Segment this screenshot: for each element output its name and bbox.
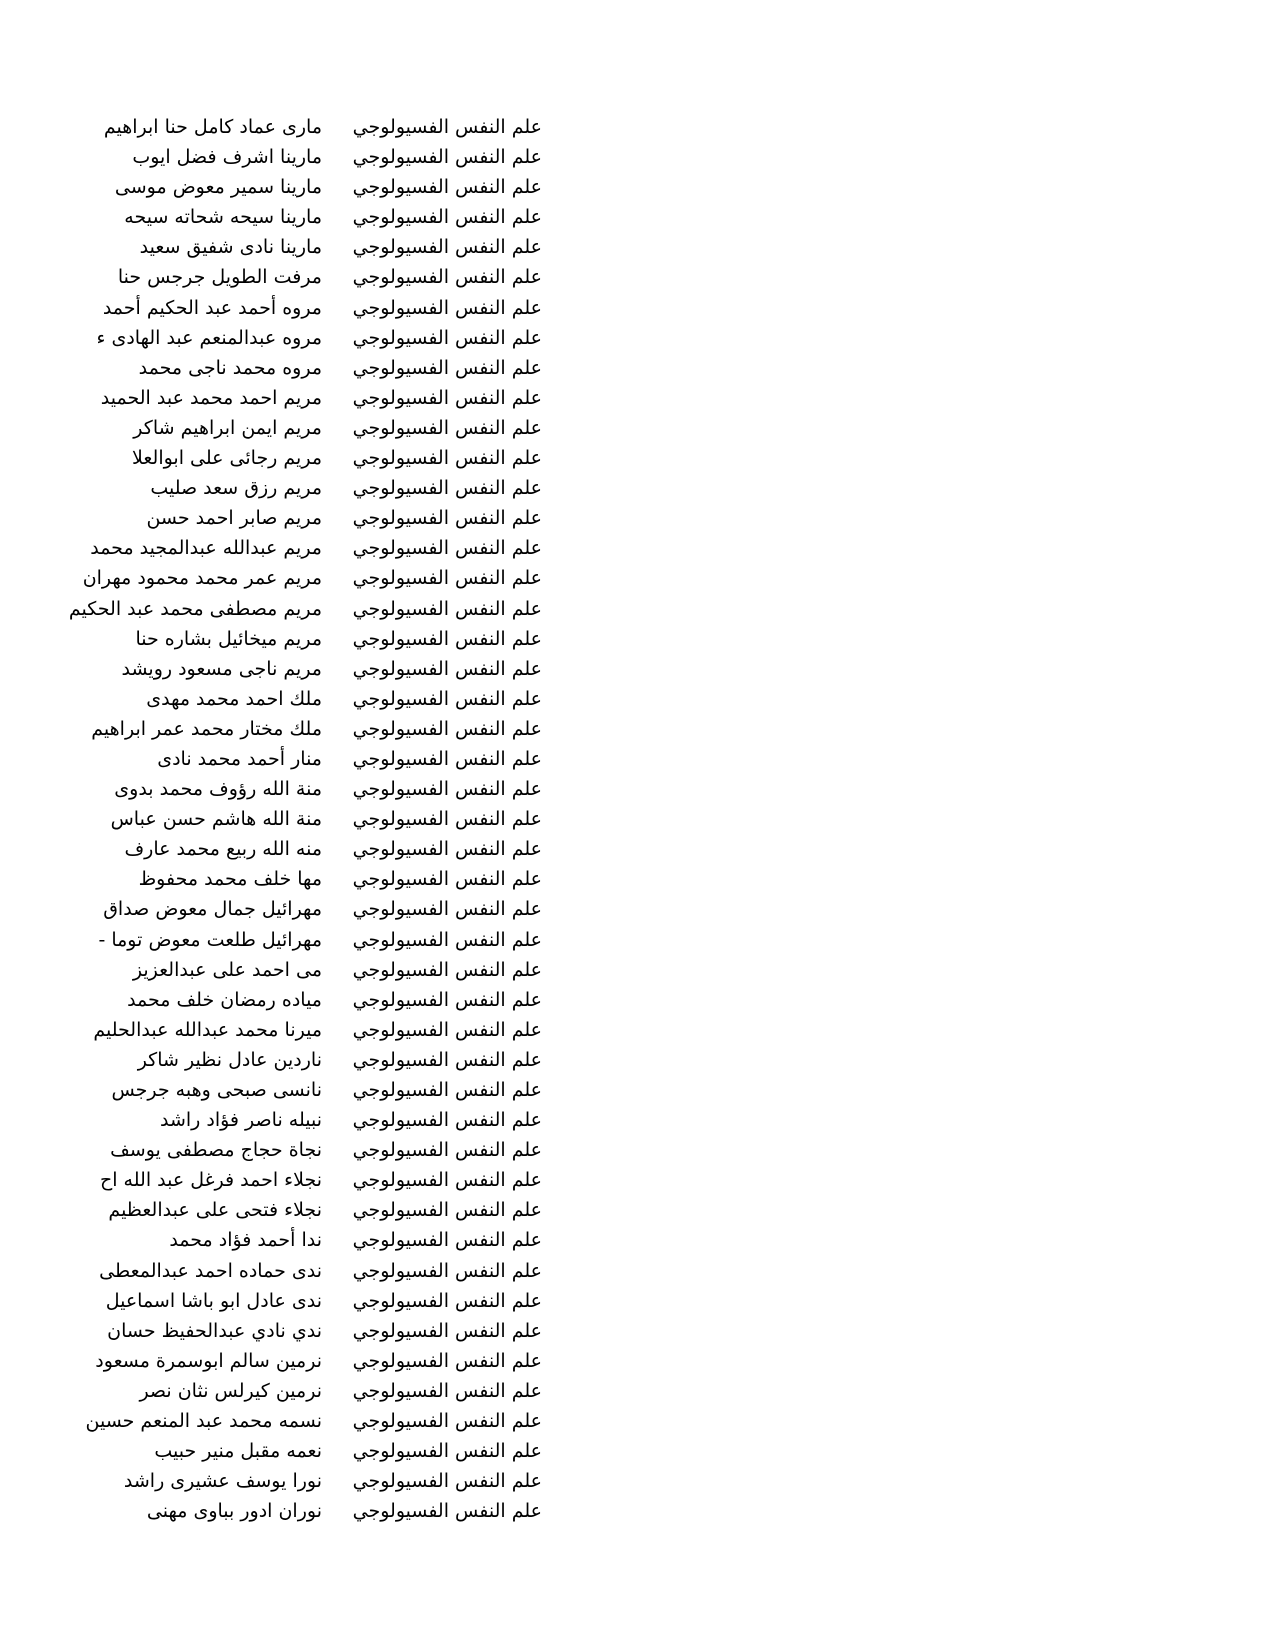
student-name-cell: مها خلف محمد محفوظ [138,868,322,891]
subject-cell: علم النفس الفسيولوجي [352,206,542,229]
subject-cell: علم النفس الفسيولوجي [352,567,542,590]
list-row [0,234,1275,264]
list-row [0,535,1275,565]
subject-cell: علم النفس الفسيولوجي [352,778,542,801]
student-name-cell: نانسى صبحى وهبه جرجس [111,1079,322,1101]
list-row [0,385,1275,415]
list-row [0,1167,1275,1197]
list-row [0,1498,1275,1528]
list-row [0,806,1275,836]
list-row [0,144,1275,174]
student-name-cell: مروه محمد ناجى محمد [138,356,322,379]
list-row [0,836,1275,866]
subject-cell: علم النفس الفسيولوجي [352,1199,542,1222]
student-name-cell: نورا يوسف عشيرى راشد [123,1470,322,1493]
list-row [0,1348,1275,1378]
subject-cell: علم النفس الفسيولوجي [352,988,542,1011]
student-name-cell: نرمين كيرلس نثان نصر [139,1379,322,1402]
list-row [0,1227,1275,1257]
student-name-cell: مريم ميخائيل بشاره حنا [135,627,322,650]
student-name-cell: ملك احمد محمد مهدى [146,687,322,710]
subject-cell: علم النفس الفسيولوجي [352,416,542,439]
list-row [0,1408,1275,1438]
student-name-cell: مريم عبدالله عبدالمجيد محمد [90,537,322,560]
student-name-cell: منار أحمد محمد نادى [157,747,322,770]
list-row [0,1137,1275,1167]
list-row [0,1107,1275,1137]
student-name-cell: مريم رزق سعد صليب [150,477,322,500]
subject-cell: علم النفس الفسيولوجي [352,898,542,921]
subject-cell: علم النفس الفسيولوجي [352,266,542,289]
list-row [0,686,1275,716]
student-name-cell: نبيله ناصر فؤاد راشد [159,1109,322,1132]
list-row [0,776,1275,806]
subject-cell: علم النفس الفسيولوجي [352,1139,542,1162]
student-name-cell: ملك مختار محمد عمر ابراهيم [91,717,322,740]
list-row [0,415,1275,445]
student-name-cell: نسمه محمد عبد المنعم حسين [85,1410,322,1433]
student-name-cell: نوران ادور بباوى مهنى [146,1500,322,1523]
subject-cell: علم النفس الفسيولوجي [352,1319,542,1342]
student-name-cell: مارينا سمير معوض موسى [114,176,322,199]
list-row [0,746,1275,776]
student-name-cell: مارى عماد كامل حنا ابراهيم [103,116,322,138]
student-name-cell: نعمه مقبل منير حبيب [154,1440,322,1463]
list-row [0,295,1275,325]
student-name-cell: نجاة حجاج مصطفى يوسف [110,1139,322,1162]
student-name-cell: منة الله هاشم حسن عباس [110,808,322,831]
list-row [0,1017,1275,1047]
subject-cell: علم النفس الفسيولوجي [352,1500,542,1523]
subject-cell: علم النفس الفسيولوجي [352,657,542,680]
list-row [0,264,1275,294]
subject-cell: علم النفس الفسيولوجي [352,627,542,650]
list-row [0,596,1275,626]
subject-cell: علم النفس الفسيولوجي [352,1410,542,1433]
student-name-cell: ميرنا محمد عبدالله عبدالحليم [93,1018,322,1041]
student-name-cell: مهرائيل جمال معوض صداق [103,898,322,921]
subject-cell: علم النفس الفسيولوجي [352,1259,542,1282]
list-row [0,626,1275,656]
subject-cell: علم النفس الفسيولوجي [352,808,542,831]
list-row [0,716,1275,746]
list-row [0,445,1275,475]
list-row [0,1077,1275,1107]
list-row [0,505,1275,535]
list-row [0,1438,1275,1468]
subject-cell: علم النفس الفسيولوجي [352,1379,542,1402]
student-name-cell: مارينا اشرف فضل ايوب [132,146,322,169]
list-row [0,114,1275,144]
subject-cell: علم النفس الفسيولوجي [352,296,542,319]
student-name-cell: ناردين عادل نظير شاكر [137,1048,322,1071]
student-name-cell: مريم عمر محمد محمود مهران [82,567,322,590]
list-row [0,957,1275,987]
list-row [0,1047,1275,1077]
subject-cell: علم النفس الفسيولوجي [352,1349,542,1372]
subject-cell: علم النفس الفسيولوجي [352,146,542,169]
subject-cell: علم النفس الفسيولوجي [352,537,542,560]
subject-cell: علم النفس الفسيولوجي [352,1109,542,1132]
list-row [0,1318,1275,1348]
student-name-cell: مريم رجائى على ابوالعلا [132,447,322,470]
student-name-cell: نرمين سالم ابوسمرة مسعود [95,1349,322,1372]
student-name-cell: مياده رمضان خلف محمد [127,988,322,1011]
subject-cell: علم النفس الفسيولوجي [352,868,542,891]
subject-cell: علم النفس الفسيولوجي [352,356,542,379]
subject-cell: علم النفس الفسيولوجي [352,116,542,138]
list-row [0,355,1275,385]
list-row [0,1258,1275,1288]
student-name-cell: مى احمد على عبدالعزيز [132,958,322,981]
student-list [0,114,1275,1528]
student-name-cell: ندي نادي عبدالحفيظ حسان [107,1319,322,1342]
subject-cell: علم النفس الفسيولوجي [352,838,542,861]
subject-cell: علم النفس الفسيولوجي [352,1169,542,1192]
student-name-cell: مروه عبدالمنعم عبد الهادى ء [96,326,322,349]
student-name-cell: مارينا نادى شفيق سعيد [139,236,322,259]
subject-cell: علم النفس الفسيولوجي [352,1079,542,1101]
list-row [0,866,1275,896]
subject-cell: علم النفس الفسيولوجي [352,236,542,259]
student-name-cell: نجلاء احمد فرغل عبد الله اح [99,1169,322,1192]
subject-cell: علم النفس الفسيولوجي [352,507,542,530]
subject-cell: علم النفس الفسيولوجي [352,1470,542,1493]
subject-cell: علم النفس الفسيولوجي [352,477,542,500]
list-row [0,204,1275,234]
student-name-cell: مارينا سيحه شحاته سيحه [124,206,322,229]
list-row [0,565,1275,595]
list-row [0,325,1275,355]
list-row [0,475,1275,505]
list-row [0,1468,1275,1498]
subject-cell: علم النفس الفسيولوجي [352,1229,542,1252]
student-name-cell: منة الله رؤوف محمد بدوى [114,778,322,801]
student-name-cell: مهرائيل طلعت معوض توما - [98,928,322,951]
subject-cell: علم النفس الفسيولوجي [352,326,542,349]
subject-cell: علم النفس الفسيولوجي [352,176,542,199]
list-row [0,987,1275,1017]
student-name-cell: مريم صابر احمد حسن [146,507,322,530]
subject-cell: علم النفس الفسيولوجي [352,1018,542,1041]
list-row [0,927,1275,957]
list-row [0,1197,1275,1227]
subject-cell: علم النفس الفسيولوجي [352,1289,542,1312]
subject-cell: علم النفس الفسيولوجي [352,1440,542,1463]
list-row [0,174,1275,204]
subject-cell: علم النفس الفسيولوجي [352,447,542,470]
list-row [0,656,1275,686]
subject-cell: علم النفس الفسيولوجي [352,747,542,770]
subject-cell: علم النفس الفسيولوجي [352,597,542,620]
list-row [0,1288,1275,1318]
subject-cell: علم النفس الفسيولوجي [352,687,542,710]
student-name-cell: مروه أحمد عبد الحكيم أحمد [102,296,322,319]
student-name-cell: منه الله ربيع محمد عارف [124,838,322,861]
subject-cell: علم النفس الفسيولوجي [352,717,542,740]
subject-cell: علم النفس الفسيولوجي [352,928,542,951]
subject-cell: علم النفس الفسيولوجي [352,1048,542,1071]
student-name-cell: مرفت الطويل جرجس حنا [117,266,322,289]
list-row [0,1378,1275,1408]
student-name-cell: نجلاء فتحى على عبدالعظيم [108,1199,322,1222]
student-name-cell: ندا أحمد فؤاد محمد [169,1229,322,1252]
student-name-cell: مريم احمد محمد عبد الحميد [100,386,322,409]
student-name-cell: مريم ناجى مسعود رويشد [121,657,322,680]
student-name-cell: مريم مصطفى محمد عبد الحكيم [68,597,322,620]
subject-cell: علم النفس الفسيولوجي [352,386,542,409]
subject-cell: علم النفس الفسيولوجي [352,958,542,981]
student-name-cell: ندى حماده احمد عبدالمعطى [99,1259,322,1282]
list-row [0,896,1275,926]
student-name-cell: مريم ايمن ابراهيم شاكر [133,416,322,439]
student-name-cell: ندى عادل ابو باشا اسماعيل [105,1289,322,1312]
